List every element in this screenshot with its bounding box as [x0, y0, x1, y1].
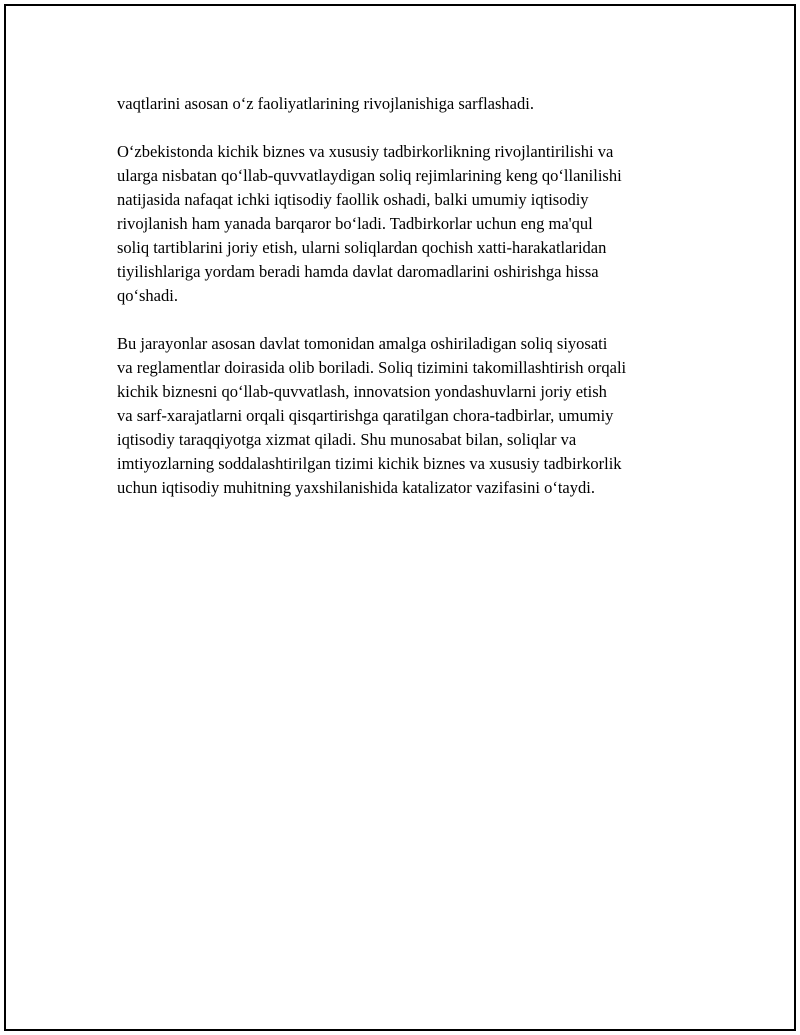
- paragraph: vaqtlarini asosan o‘z faoliyatlarining rivojlanishiga sarflashadi.: [117, 94, 534, 113]
- paragraph: Bu jarayonlar asosan davlat tomonidan amalga oshiriladigan soliq siyosati va reglamentlar doirasida olib boriladi. Soliq tizimini takomillashtirish orqali kichik biznesni qo‘llab-quvvatlash, innovatsion yondashuvlarni joriy etish va sarf-xarajatlarni orqali qisqartirishga qaratilgan chora-tadbirlar, umumiy iqtisodiy taraqqiyotga xizmat qiladi. Shu munosabat bilan, soliqlar va imtiyozlarning soddalashtirilgan tizimi kichik biznes va xususiy tadbirkorlik uchun iqtisodiy muhitning yaxshilanishida katalizator vazifasini o‘taydi.: [117, 334, 627, 497]
- document-body: [117, 92, 697, 500]
- paragraph: O‘zbekistonda kichik biznes va xususiy tadbirkorlikning rivojlantirilishi va ularga nisbatan qo‘llab-quvvatlaydigan soliq rejimlarining keng qo‘llanilishi natijasida nafaqat ichki iqtisodiy faollik oshadi, balki umumiy iqtisodiy rivojlanish ham yanada barqaror bo‘ladi. Tadbirkorlar uchun eng ma'qul soliq tartiblarini joriy etish, ularni soliqlardan qochish xatti-harakatlaridan tiyilishlariga yordam beradi hamda davlat daromadlarini oshirishga hissa qo‘shadi.: [117, 142, 622, 305]
